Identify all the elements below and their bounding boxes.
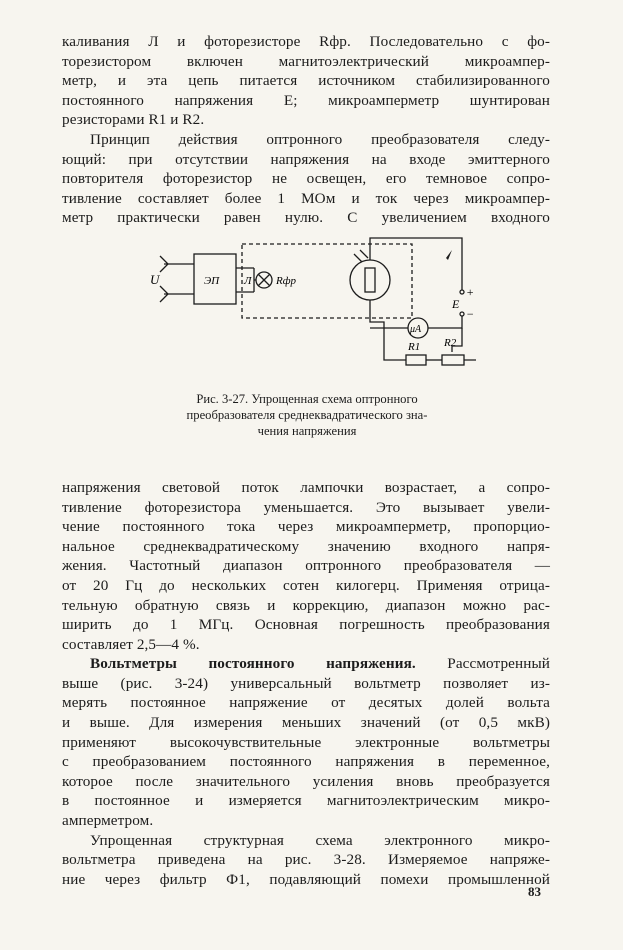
page-body — [62, 32, 550, 889]
section-heading: Вольтметры постоянного напряжения. — [90, 655, 416, 673]
figure-3-27 — [62, 228, 550, 478]
text-line: в постоянное и измеряется магнитоэлектрическим микро- — [62, 792, 550, 810]
text-line: которое после значительного усиления вновь преобразуется — [62, 772, 550, 790]
text-line: ющий: при отсутствии напряжения на входе эмиттерного — [62, 150, 550, 168]
text-line: Принцип действия оптронного преобразователя следу- — [90, 130, 550, 148]
photoresistor-circle — [350, 260, 390, 300]
text-line: нальное среднеквадратическому значению входного напря- — [62, 537, 550, 555]
caption-line: чения напряжения — [257, 423, 357, 438]
label-r2: R2 — [444, 336, 457, 349]
optocoupler-enclosure — [242, 244, 412, 318]
text-line: постоянного напряжения E; микроамперметр шунтирован — [62, 91, 550, 109]
caption-line: преобразователя среднеквадратического зна- — [186, 407, 428, 422]
meter-return — [428, 316, 462, 328]
text-line — [62, 654, 550, 674]
text-line: Упрощенная структурная схема электронного микро- — [90, 831, 550, 849]
paragraph-2 — [62, 130, 550, 228]
input-wire — [164, 264, 180, 294]
shunt-branch — [384, 328, 406, 360]
label-photoresistor: Rфр — [276, 274, 297, 287]
supply-wire — [370, 238, 462, 290]
text-line: жения. Частотный диапазон оптронного преобразователя — — [62, 557, 550, 575]
text-line: напряжения световой поток лампочки возрастает, а сопро- — [62, 478, 550, 496]
text-line: тивление составляет более 1 МОм и ток через микроампер- — [62, 189, 550, 207]
e-minus-terminal — [460, 312, 464, 316]
text-line: применяют высокочувствительные электронные вольтметры — [62, 733, 550, 751]
resistor-r1 — [406, 355, 426, 365]
text-line: выше (рис. 3-24) универсальный вольтметр позволяет из- — [62, 674, 550, 692]
label-meter: μA — [410, 323, 422, 335]
label-ep: ЭП — [204, 274, 220, 287]
paragraph-1 — [62, 32, 550, 130]
text-line: тивление фоторезистора уменьшается. Это вызывает увели- — [62, 498, 550, 516]
meter-wire — [370, 300, 384, 328]
paragraph-3 — [62, 478, 550, 654]
text-line: резисторами R1 и R2. — [62, 111, 205, 129]
text-line: каливания Л и фоторезисторе Rфр. Последовательно с фо- — [62, 33, 550, 50]
e-plus-terminal — [460, 290, 464, 294]
resistor-r2 — [442, 355, 464, 365]
figure-caption — [142, 391, 472, 439]
label-r1: R1 — [408, 340, 421, 353]
text-line: мерять постоянное напряжение от десятых долей вольта — [62, 694, 550, 712]
lamp-lead — [254, 268, 256, 292]
photoresistor-body — [365, 268, 375, 292]
label-plus: + — [466, 284, 475, 299]
label-input: U — [150, 271, 160, 287]
text-line: вольтметра приведена на рис. 3-28. Измеряемое напряже- — [62, 851, 550, 869]
text-line: ние через фильтр Ф1, подавляющий помехи промышленной — [62, 870, 550, 888]
label-minus: − — [466, 306, 475, 321]
text-line: метр практически равен нулю. С увеличением входного — [62, 209, 550, 227]
text-line: от 20 Гц до нескольких сотен килогерц. Применяя отрица- — [62, 576, 550, 594]
text-line: и выше. Для измерения меньших значений (от 0,5 мкВ) — [62, 714, 550, 732]
circuit-diagram — [146, 232, 476, 392]
ep-input-leads — [180, 264, 194, 294]
text-line: с преобразованием постоянного напряжения в переменное, — [62, 753, 550, 771]
text-line: чение постоянного тока через микроамперметр, пропорцио- — [62, 518, 550, 536]
label-lamp: Л — [244, 274, 252, 287]
heading-continuation: Рассмотренный — [447, 655, 550, 673]
text-line: амперметром. — [62, 812, 154, 830]
text-line: повторителя фоторезистор не освещен, его темновое сопро- — [62, 170, 550, 188]
text-line: составляет 2,5—4 %. — [62, 635, 200, 653]
paragraph-5 — [62, 831, 550, 890]
paragraph-4 — [62, 654, 550, 830]
text-line: метр, и эта цепь питается источником стабилизированного — [62, 72, 550, 90]
label-source: E — [452, 296, 460, 311]
text-line: торезистором включен магнитоэлектрический микроампер- — [62, 52, 550, 70]
caption-line: Рис. 3-27. Упрощенная схема оптронного — [196, 391, 418, 406]
page-number: 83 — [528, 884, 541, 899]
lamp-cross — [258, 274, 270, 286]
text-line: ширить до 1 МГц. Основная погрешность преобразования — [62, 616, 550, 634]
text-line: тельную обратную связь и коррекцию, диапазон можно рас- — [62, 596, 550, 614]
